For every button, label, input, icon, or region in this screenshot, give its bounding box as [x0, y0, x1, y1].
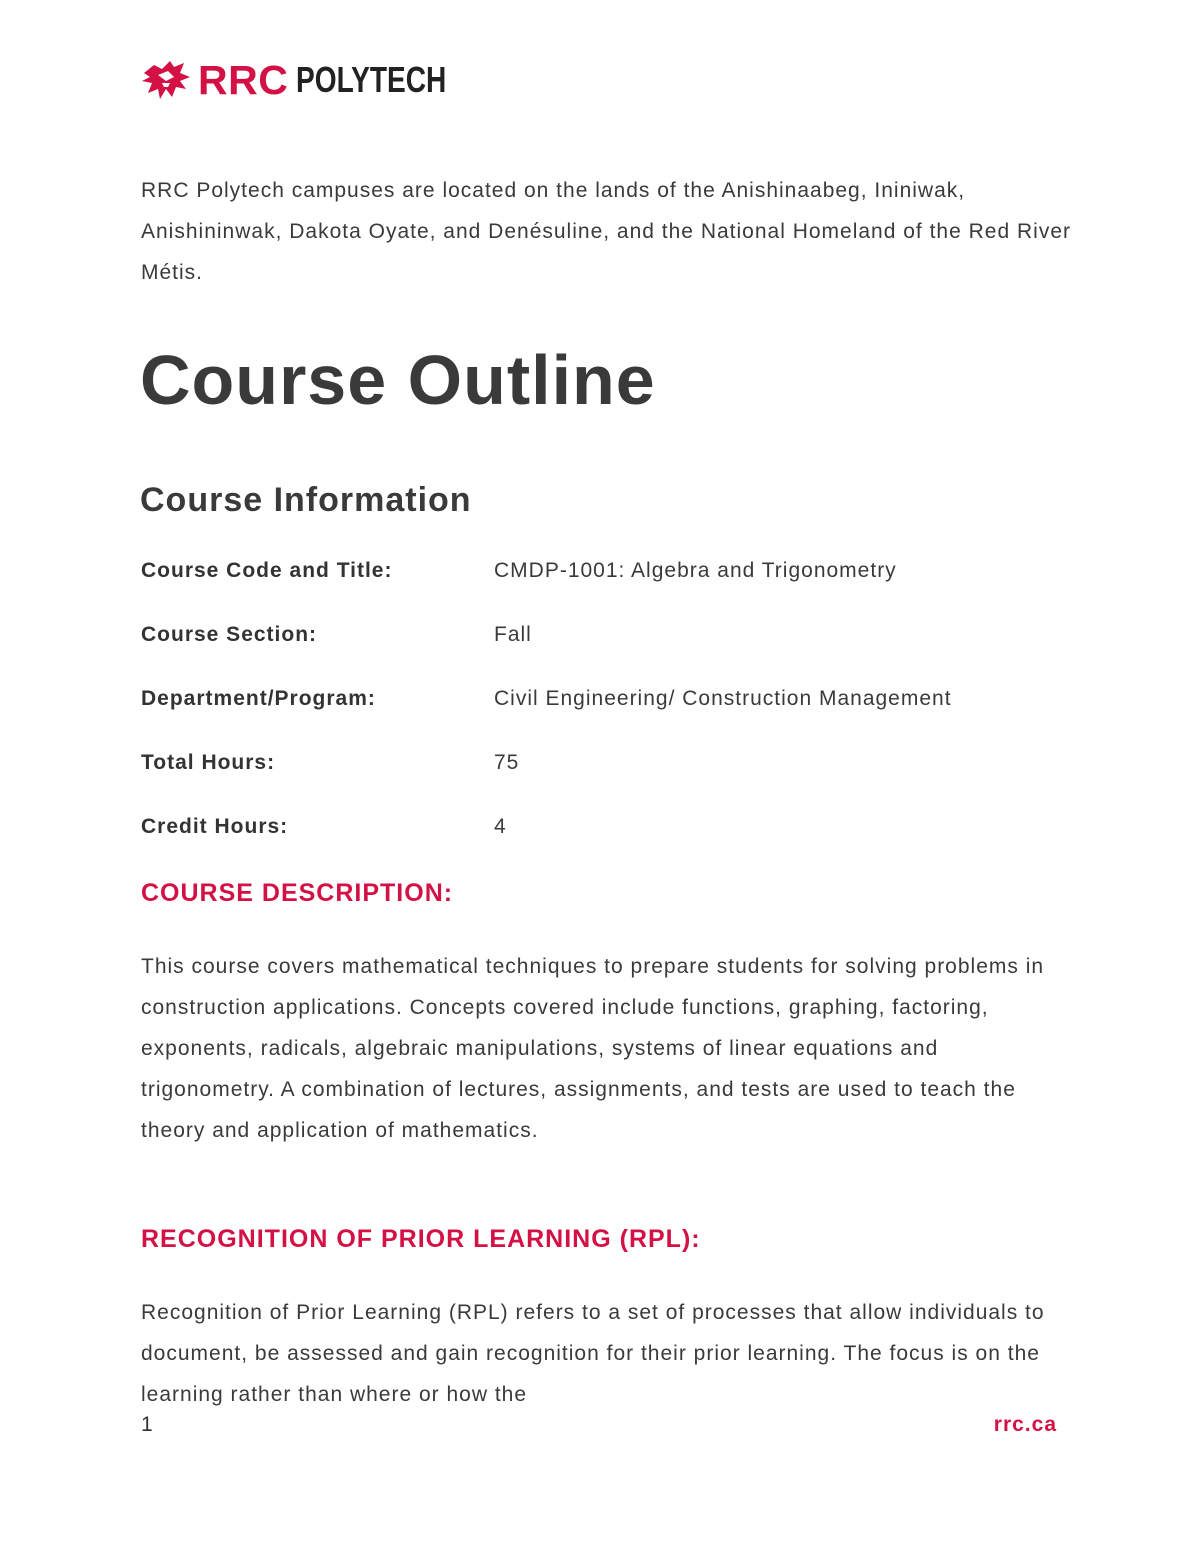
course-description-text: This course covers mathematical techniques to prepare students for solving problems in construction applications. Concepts covered include functions, graphing, factoring, exponents, radicals, algebraic manipulations, systems of linear equations and trigonometry. A combination of lectures, assignments, and tests are used to teach the theory and application of mathematics. [141, 955, 1045, 1142]
info-row-course-section [141, 620, 1101, 650]
rpl-text: Recognition of Prior Learning (RPL) refers to a set of processes that allow individuals to document, be assessed and gain recognition for their prior learning. The focus is on the learning rather than where or how the [141, 1301, 1045, 1406]
info-label: Department/Program: [141, 687, 376, 710]
bison-logo-icon [140, 57, 192, 103]
info-row-total-hours [141, 748, 1101, 778]
info-row-department [141, 684, 1101, 714]
info-value: Civil Engineering/ Construction Management [494, 687, 952, 710]
land-acknowledgement: RRC Polytech campuses are located on the lands of the Anishinaabeg, Ininiwak, Anishininwak, Dakota Oyate, and Denésuline, and the National Homeland of the Red River Métis. [141, 179, 1071, 284]
info-value: Fall [494, 623, 532, 646]
rpl-heading: RECOGNITION OF PRIOR LEARNING (RPL): [141, 1225, 701, 1253]
rrc-polytech-logo [140, 55, 489, 105]
info-row-credit-hours [141, 812, 1101, 842]
footer-website: rrc.ca [993, 1413, 1057, 1436]
info-label: Total Hours: [141, 751, 276, 774]
info-label: Credit Hours: [141, 815, 289, 838]
logo-rrc-text: RRC [198, 56, 289, 103]
info-value: 4 [494, 815, 507, 838]
info-label: Course Code and Title: [141, 559, 393, 582]
info-value: CMDP-1001: Algebra and Trigonometry [494, 559, 897, 582]
page-title: Course Outline [140, 341, 656, 419]
info-row-course-code [141, 556, 1101, 586]
info-value: 75 [494, 751, 520, 774]
logo-polytech-text: POLYTECH [296, 59, 447, 100]
course-information-heading: Course Information [140, 481, 472, 519]
info-label: Course Section: [141, 623, 318, 646]
course-description-heading: COURSE DESCRIPTION: [141, 879, 454, 907]
page-number: 1 [141, 1413, 153, 1436]
